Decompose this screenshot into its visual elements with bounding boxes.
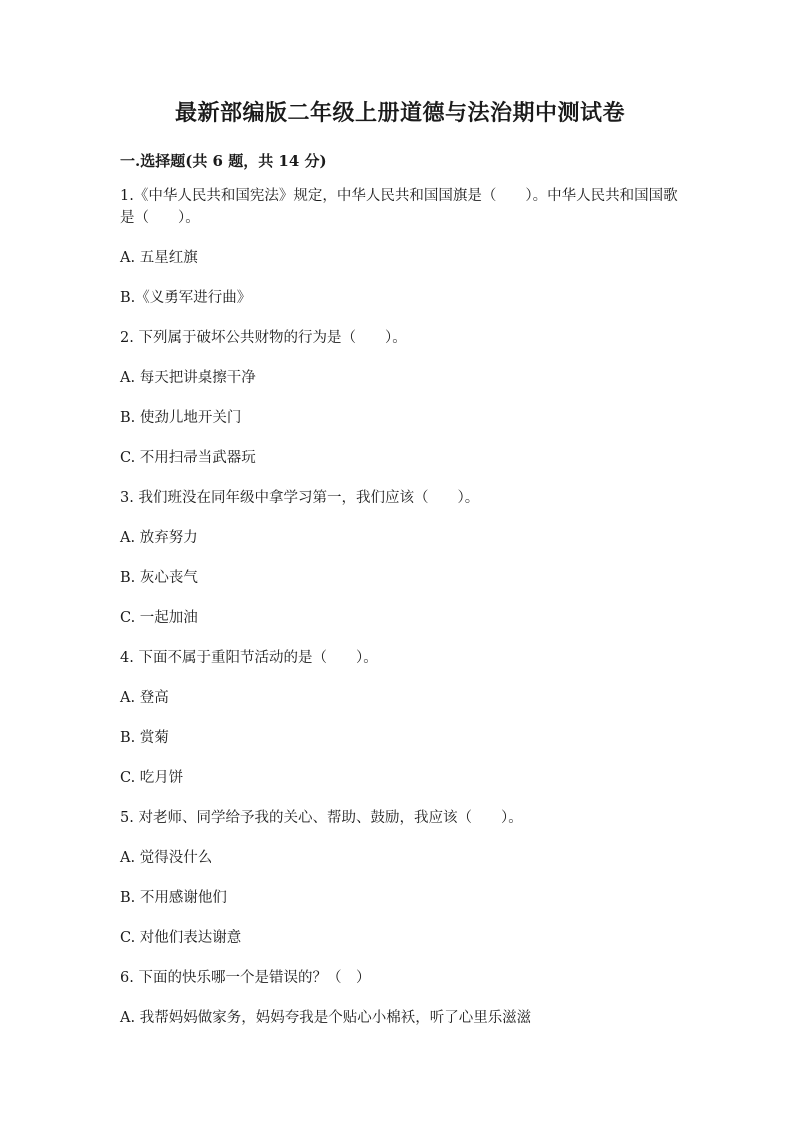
question-stem: 2. 下列属于破坏公共财物的行为是（ ）。	[120, 330, 407, 346]
option-b: B.《义勇军进行曲》	[120, 290, 252, 306]
option-c: C. 对他们表达谢意	[120, 930, 242, 946]
question-stem: 4. 下面不属于重阳节活动的是（ ）。	[120, 650, 378, 666]
question-stem: 3. 我们班没在同年级中拿学习第一，我们应该（ ）。	[120, 490, 480, 506]
question-stem: 6. 下面的快乐哪一个是错误的？（ ）	[120, 970, 371, 986]
question-stem: 1.《中华人民共和国宪法》规定，中华人民共和国国旗是（ ）。中华人民共和国国歌是（ ）。	[120, 188, 678, 226]
option-c: C. 一起加油	[120, 610, 198, 626]
section-heading: 一.选择题(共 6 题，共 14 分)	[120, 152, 327, 170]
option-a: A. 放弃努力	[120, 530, 198, 546]
option-a: A. 每天把讲桌擦干净	[120, 370, 256, 386]
exam-title: 最新部编版二年级上册道德与法治期中测试卷	[174, 100, 625, 126]
option-a: A. 我帮妈妈做家务，妈妈夸我是个贴心小棉袄，听了心里乐滋滋	[120, 1010, 532, 1026]
option-b: B. 灰心丧气	[120, 570, 198, 586]
option-b: B. 使劲儿地开关门	[120, 410, 242, 426]
question-3	[120, 487, 690, 629]
option-a: A. 觉得没什么	[120, 850, 213, 866]
question-6	[120, 967, 690, 1029]
question-2	[120, 327, 690, 469]
option-b: B. 不用感谢他们	[120, 890, 227, 906]
option-b: B. 赏菊	[120, 730, 169, 746]
question-5	[120, 807, 690, 949]
question-stem: 5. 对老师、同学给予我的关心、帮助、鼓励，我应该（ ）。	[120, 810, 523, 826]
option-c: C. 不用扫帚当武器玩	[120, 450, 256, 466]
option-a: A. 五星红旗	[120, 250, 198, 266]
question-list	[120, 185, 690, 1047]
option-c: C. 吃月饼	[120, 770, 184, 786]
option-a: A. 登高	[120, 690, 169, 706]
question-4	[120, 647, 690, 789]
question-1	[120, 185, 690, 309]
